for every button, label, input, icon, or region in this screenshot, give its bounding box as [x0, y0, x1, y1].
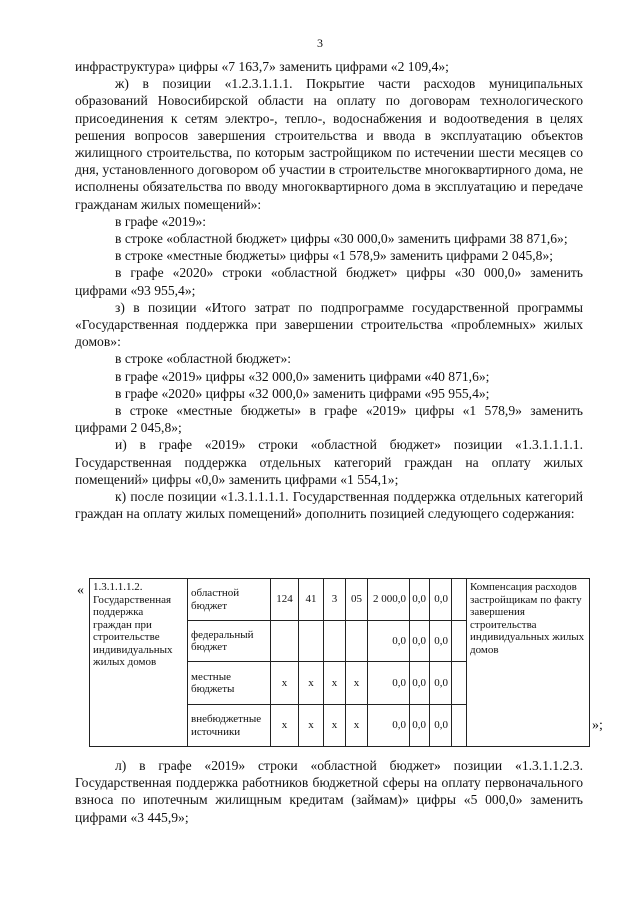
code-cell: 124 — [271, 579, 299, 621]
value-2021-cell: 0,0 — [430, 662, 452, 705]
inserted-position-table — [89, 578, 590, 747]
paragraph: в строке «областной бюджет» цифры «30 000,0» заменить цифрами 38 871,6»; — [115, 231, 568, 247]
value-2020-cell: 0,0 — [410, 579, 430, 621]
code-cell — [324, 621, 346, 662]
value-2021-cell: 0,0 — [430, 579, 452, 621]
code-cell: 3 — [324, 579, 346, 621]
paragraph: и) в графе «2019» строки «областной бюджет» позиции «1.3.1.1.1.1. Государственная поддержка отдельных категорий граждан на оплату жилых помещений» цифры «0,0» заменить цифрами «1 554,1»; — [75, 437, 583, 487]
empty-cell — [452, 705, 467, 747]
value-2019-cell: 0,0 — [368, 662, 410, 705]
paragraph: к) после позиции «1.3.1.1.1.1. Государственная поддержка отдельных категорий граждан на оплату жилых помещений» дополнить позицией следующего содержания: — [75, 489, 583, 522]
code-cell: х — [299, 705, 324, 747]
top-text-block — [75, 58, 583, 522]
paragraph: в строке «областной бюджет»: — [115, 351, 292, 367]
paragraph: л) в графе «2019» строки «областной бюджет» позиции «1.3.1.1.2.3. Государственная поддержка работников бюджетной сферы на оплату первоначального взноса по ипотечным жилищным кредитам (займам)» цифры «5 000,0» заменить цифрами «3 445,9»; — [75, 758, 583, 825]
empty-cell — [452, 621, 467, 662]
value-2020-cell: 0,0 — [410, 621, 430, 662]
code-cell — [271, 621, 299, 662]
code-cell: 41 — [299, 579, 324, 621]
funding-source-cell: областной бюджет — [188, 579, 271, 621]
position-title: Государственная поддержка граждан при строительстве индивидуальных жилых домов — [93, 593, 173, 668]
empty-cell — [452, 662, 467, 705]
code-cell: х — [271, 662, 299, 705]
code-cell: х — [324, 662, 346, 705]
code-cell — [299, 621, 324, 662]
paragraph: в графе «2020» строки «областной бюджет» цифры «30 000,0» заменить цифрами «93 955,4»; — [75, 265, 583, 298]
code-cell: х — [324, 705, 346, 747]
paragraph: з) в позиции «Итого затрат по подпрограмме государственной программы «Государственная поддержка при завершении строительства «проблемных» жилых домов»: — [75, 299, 583, 350]
paragraph: в графе «2020» цифры «32 000,0» заменить цифрами «95 955,4»; — [115, 385, 490, 401]
position-code: 1.3.1.1.1.2. — [93, 581, 143, 593]
paragraph: в графе «2019»: — [115, 213, 207, 229]
empty-cell — [452, 579, 467, 621]
value-2019-cell: 2 000,0 — [368, 579, 410, 621]
paragraph: в строке «местные бюджеты» в графе «2019» цифры «1 578,9» заменить цифрами 2 045,8»; — [75, 403, 583, 436]
value-2020-cell: 0,0 — [410, 662, 430, 705]
paragraph: в строке «местные бюджеты» цифры «1 578,9» заменить цифрами 2 045,8»; — [115, 248, 554, 264]
value-2019-cell: 0,0 — [368, 621, 410, 662]
code-cell: х — [299, 662, 324, 705]
code-cell: х — [271, 705, 299, 747]
code-cell — [346, 621, 368, 662]
funding-source-cell: внебюджетные источники — [188, 705, 271, 747]
table-row — [90, 579, 590, 621]
paragraph: в графе «2019» цифры «32 000,0» заменить цифрами «40 871,6»; — [115, 368, 490, 384]
paragraph: ж) в позиции «1.2.3.1.1.1. Покрытие части расходов муниципальных образований Новосибирской области на оплату по договорам технологического присоединения к сетям электро-, тепло-, водоснабжения и водоотведения в целях решения вопросов завершения строительства и ввода в эксплуатацию объектов жилищного строительства, по которым застройщиком по истечении шести месяцев со дня, установленного договором об участии в строительстве многоквартирного дома, не исполнены обязательства по вводу многоквартирного дома в эксплуатацию и передаче гражданам жилых помещений»: — [75, 76, 583, 212]
value-2019-cell: 0,0 — [368, 705, 410, 747]
closing-quote: »; — [592, 718, 603, 733]
value-2020-cell: 0,0 — [410, 705, 430, 747]
code-cell: х — [346, 662, 368, 705]
note-cell: Компенсация расходов застройщикам по факту завершения строительства индивидуальных жилых домов — [467, 579, 590, 747]
funding-source-cell: местные бюджеты — [188, 662, 271, 705]
value-2021-cell: 0,0 — [430, 705, 452, 747]
inserted-position-table-block — [74, 578, 614, 742]
funding-source-cell: федеральный бюджет — [188, 621, 271, 662]
page-number: 3 — [317, 36, 323, 50]
opening-quote: « — [77, 583, 84, 598]
value-2021-cell: 0,0 — [430, 621, 452, 662]
bottom-text-block — [75, 757, 583, 826]
paragraph: инфраструктура» цифры «7 163,7» заменить цифрами «2 109,4»; — [75, 59, 449, 74]
position-name-cell — [90, 579, 188, 747]
code-cell: х — [346, 705, 368, 747]
code-cell: 05 — [346, 579, 368, 621]
